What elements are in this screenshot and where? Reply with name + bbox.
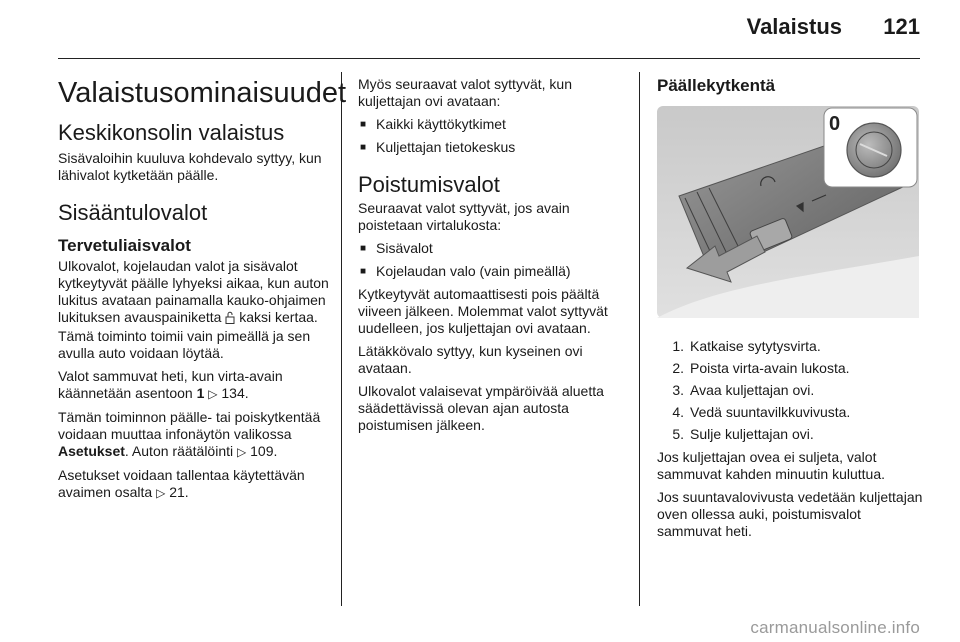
- step-number: 2.: [672, 360, 684, 376]
- step-number: 5.: [672, 426, 684, 442]
- paragraph-text: kaksi kertaa. Tämä toiminto toimii vain pimeällä ja sen avulla auto voidaan löytää.: [58, 309, 318, 361]
- paragraph-door-not-closed: Jos kuljettajan ovea ei suljeta, valot sammuvat kahden minuutin kuluttua.: [657, 449, 886, 482]
- subheading-entry-lights: Sisääntulovalot: [58, 200, 208, 225]
- list-item: [657, 426, 923, 443]
- step-number: 3.: [672, 382, 684, 398]
- column-divider-1: [341, 72, 342, 606]
- watermark: carmanualsonline.info: [750, 618, 920, 637]
- page-number: 121: [883, 14, 920, 39]
- paragraph-puddle-light: Lätäkkövalo syttyy, kun kyseinen ovi avataan.: [358, 343, 583, 376]
- paragraph-exterior-lights: Ulkovalot valaisevat ympäröivää aluetta säädettävissä olevan ajan autosta poistumisen jälkeen.: [358, 383, 604, 433]
- step-text: Sulje kuljettajan ovi.: [690, 426, 814, 442]
- list-item: ■ Kaikki käyttökytkimet: [358, 116, 623, 133]
- paragraph-settings: [58, 409, 330, 461]
- list-item: [657, 360, 923, 377]
- steps-list: [657, 338, 923, 443]
- subheading-console-lighting: Keskikonsolin valaistus: [58, 120, 285, 145]
- bullet-list-exit-lights: [358, 240, 623, 280]
- paragraph-text: Tämän toiminnon päälle- tai poiskytkentää voidaan muuttaa infonäytön valikossa: [58, 409, 321, 442]
- subheading-exit-lights: Poistumisvalot: [358, 172, 500, 197]
- paragraph-auto-off: Kytkeytyvät automaattisesti pois päältä viiveen jälkeen. Molemmat valot syttyvät uudelleen, jos kuljettajan ovi avataan.: [358, 286, 608, 336]
- paragraph-lights-off: [58, 368, 330, 403]
- paragraph-key-settings: [58, 467, 330, 502]
- step-text: Katkaise sytytysvirta.: [690, 338, 821, 354]
- settings-term: Asetukset: [58, 443, 125, 459]
- header-divider: [58, 58, 920, 59]
- page-reference-link[interactable]: 109.: [250, 443, 278, 459]
- step-number: 1.: [672, 338, 684, 354]
- paragraph-welcome-lights: [58, 258, 330, 362]
- column-divider-2: [639, 72, 640, 606]
- step-text: Poista virta-avain lukosta.: [690, 360, 850, 376]
- position-number: 1: [196, 385, 205, 401]
- list-item: [657, 382, 923, 399]
- reference-arrow-icon: ▷: [156, 486, 166, 500]
- column-3: [657, 76, 923, 546]
- paragraph-exit-lights: Seuraavat valot syttyvät, jos avain poistetaan virtalukosta:: [358, 200, 570, 233]
- step-text: Vedä suuntavilkkuvivusta.: [690, 404, 851, 420]
- unlock-icon: [225, 311, 235, 328]
- subheading-welcome-lights: Tervetuliaisvalot: [58, 236, 191, 255]
- paragraph-text: . Auton räätälöinti: [124, 443, 234, 459]
- section-heading: Valaistusominaisuudet: [58, 77, 347, 109]
- paragraph-console-lighting: Sisävaloihin kuuluva kohdevalo syttyy, kun lähivalot kytketään päälle.: [58, 150, 322, 183]
- reference-arrow-icon: ▷: [237, 445, 247, 459]
- list-item: [657, 404, 923, 421]
- page-reference-link[interactable]: 134.: [221, 385, 249, 401]
- subheading-activation: Päällekytkentä: [657, 76, 776, 95]
- page-reference-link[interactable]: 21.: [169, 484, 189, 500]
- turn-signal-lever-illustration: [657, 106, 919, 318]
- paragraph-lever-pulled: Jos suuntavalovivusta vedetään kuljettajan oven ollessa auki, poistumisvalot sammuvat heti.: [657, 489, 923, 539]
- list-item: ■ Kojelaudan valo (vain pimeällä): [358, 263, 623, 280]
- column-1: [58, 76, 347, 508]
- bullet-list-door-lights: [358, 116, 623, 156]
- step-number: 4.: [672, 404, 684, 420]
- column-2: [358, 76, 623, 440]
- figure-position-label: 0: [829, 113, 841, 135]
- list-item: [657, 338, 923, 355]
- paragraph-door-open: Myös seuraavat valot syttyvät, kun kuljettajan ovi avataan:: [358, 76, 572, 109]
- list-item: ■ Sisävalot: [358, 240, 623, 257]
- paragraph-text: Asetukset voidaan tallentaa käytettävän avaimen osalta: [58, 467, 305, 500]
- paragraph-text: Ulkovalot, kojelaudan valot ja sisävalot kytkeytyvät päälle lyhyeksi aikaa, kun auton lukitus avataan painamalla kauko-ohjaimen lukituksen avauspainiketta: [58, 258, 329, 325]
- paragraph-text: Valot sammuvat heti, kun virta-avain käännetään asentoon: [58, 368, 283, 401]
- step-text: Avaa kuljettajan ovi.: [690, 382, 815, 398]
- list-item: ■ Kuljettajan tietokeskus: [358, 139, 623, 156]
- page-title: Valaistus: [746, 14, 842, 39]
- reference-arrow-icon: ▷: [208, 387, 218, 401]
